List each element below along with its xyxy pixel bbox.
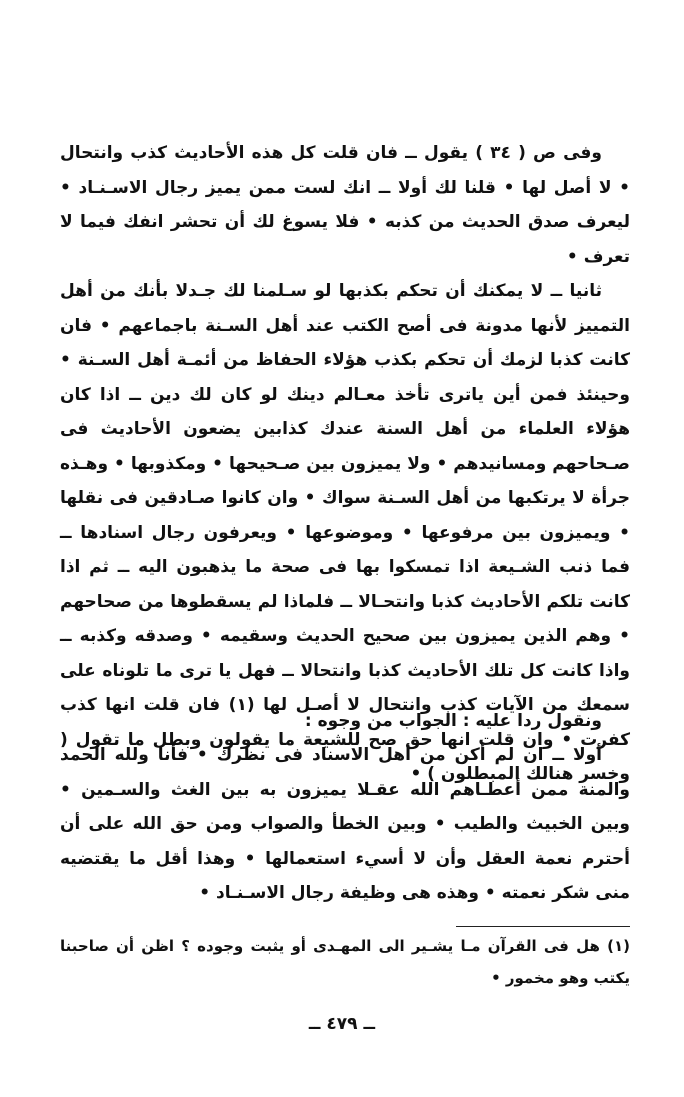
page-number: ــ ٤٧٩ ــ: [308, 1014, 376, 1034]
footnote-separator: [456, 926, 630, 927]
paragraph-quote: وفى ص ( ٣٤ ) يقول ــ فان قلت كل هذه الأحاديث كذب وانتحال • لا أصل لها • قلنا لك أولا ــ انك لست ممن يميز رجال الاسـنـاد • ليعرف صدق الحديث من كذبه • فلا يسوغ لك أن تحشر انفك فيما لا تعرف •: [60, 143, 630, 267]
paragraph-first-point: أولا ــ ان لم أكن من أهل الاسناد فى نظرك • فأنا ولله الحمد والمنة ممن أعطـاهم الله عقـلا يميزون به بين الغث والسـمين • وبين الخبيث والطيب • وبين الخطأ والصواب ومن حق الله على أن أحترم نعمة العقل وأن لا أسيء استعمالها • وهذا أقل ما يقتضيه منى شكر نعمته • وهذه هى وظيفة رجال الاسـنـاد •: [60, 745, 630, 903]
paragraph-second-point: ثانيا ــ لا يمكنك أن تحكم بكذبها لو سـلمنا لك جـدلا بأنك من أهل التمييز لأنها مدونة فى أصح الكتب عند أهل السـنة باجماعهم • فان كانت كذبا لزمك أن تحكم بكذب هؤلاء الحفاظ من أئمـة أهل السـنة • وحينئذ فمن أين ياترى تأخذ معـالم دينك لو كان لك دين ــ اذا كان هؤلاء العلماء من أهل السنة عندك كذابين يضعون الأحاديث فى صـحاحهم ومسانيدهم • ولا يميزون بين صـحيحها • ومكذوبها • وهـذه جرأة لا يرتكبها من أهل السـنة سواك • وان كانوا صـادقين فى نقلها • ويميزون بين مرفوعها • وموضوعها • ويعرفون رجال اسنادها ــ فما ذنب الشـيعة اذا تمسكوا بها فى صحة ما يذهبون اليه ــ ثم اذا كانت تلكم الأحاديث كذبا وانتحـالا ــ فلماذا لم يسقطوها من صحاحهم • وهم الذين يميزون بين صحيح الحديث وسقيمه • وصدقه وكذبه ــ واذا كانت كل تلك الأحاديث كذبا وانتحالا ــ فهل يا ترى ما تلوناه على سمعك من الآيات كذب وانتحال لا أصـل لها (١) فان قلت انها كذب كفرت • وان قلت انها حق صح للشيعة ما يقولون وبطل ما تقول ( وخسر هنالك المبطلون ) •: [60, 281, 630, 784]
response-intro-block: [60, 704, 630, 739]
footnote: (١) هل فى القرآن مـا يشـير الى المهـدى أو يثبت وجوده ؟ اظن أن صاحبنا يكتب وهو مخمور •: [60, 937, 630, 987]
response-intro-line: ونقول ردا عليه : الجواب من وجوه :: [304, 711, 602, 731]
response-block: [60, 738, 630, 911]
main-text-block: [60, 136, 630, 792]
